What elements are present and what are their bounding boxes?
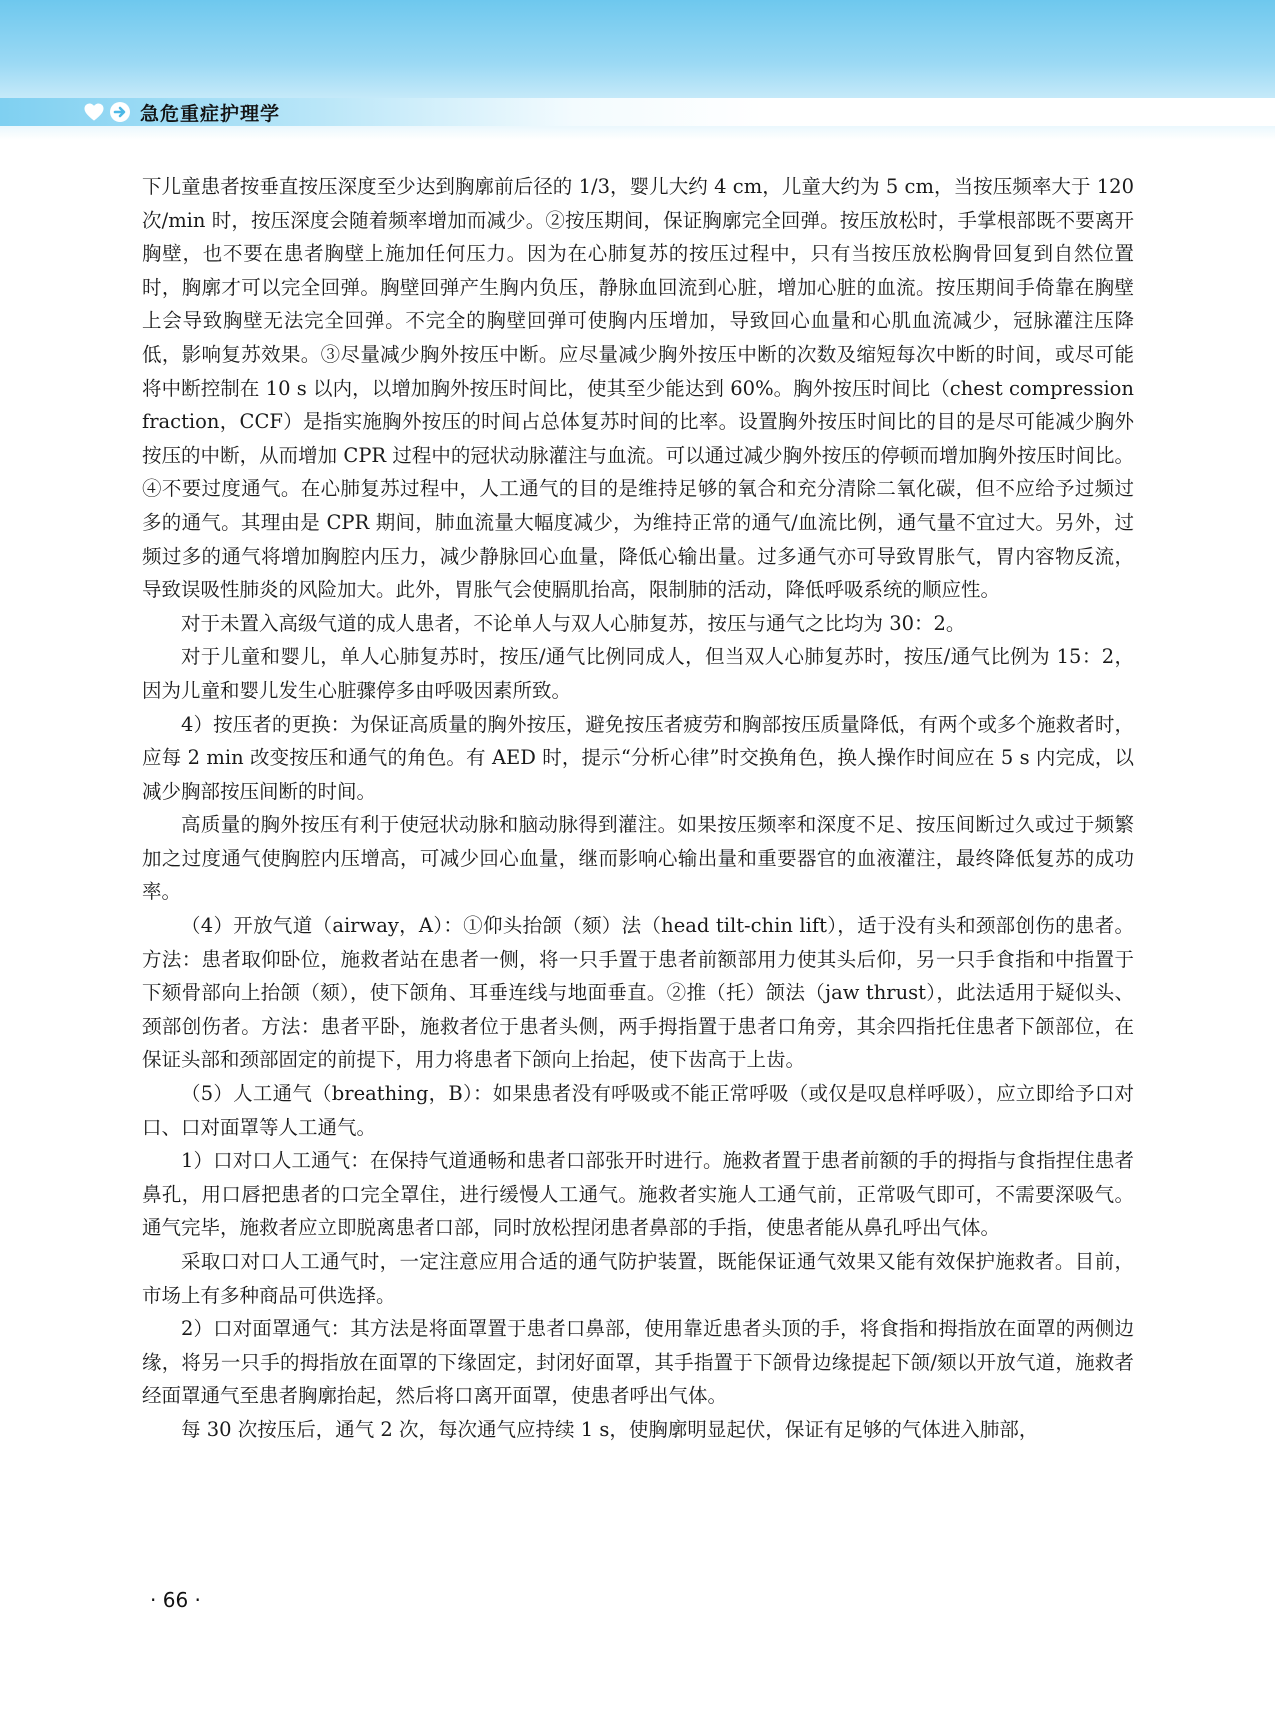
paragraph: 1）口对口人工通气：在保持气道通畅和患者口部张开时进行。施救者置于患者前额的手的拇指与食指捏住患者鼻孔，用口唇把患者的口完全罩住，进行缓慢人工通气。施救者实施人工通气前，正常吸气即可，不需要深吸气。通气完毕，施救者应立即脱离患者口部，同时放松捏闭患者鼻部的手指，使患者能从鼻孔呼出气体。 xyxy=(142,1149,1134,1240)
paragraph: 4）按压者的更换：为保证高质量的胸外按压，避免按压者疲劳和胸部按压质量降低，有两个或多个施救者时，应每 2 min 改变按压和通气的角色。有 AED 时，提示“分析心律”时交换角色，换人操作时间应在 5 s 内完成，以减少胸部按压间断的时间。 xyxy=(142,712,1134,803)
paragraph: 对于儿童和婴儿，单人心肺复苏时，按压/通气比例同成人，但当双人心肺复苏时，按压/通气比例为 15：2，因为儿童和婴儿发生心脏骤停多由呼吸因素所致。 xyxy=(142,645,1134,702)
heart-icon xyxy=(83,101,105,123)
paragraph: （4）开放气道（airway，A）：①仰头抬颌（颏）法（head tilt-chin lift），适于没有头和颈部创伤的患者。方法：患者取仰卧位，施救者站在患者一侧，将一只手置于患者前额部用力使其头后仰，另一只手食指和中指置于下颏骨部向上抬颌（颏），使下颌角、耳垂连线与地面垂直。②推（托）颌法（jaw thrust），此法适用于疑似头、颈部创伤者。方法：患者平卧，施救者位于患者头侧，两手拇指置于患者口角旁，其余四指托住患者下颌部位，在保证头部和颈部固定的前提下，用力将患者下颌向上抬起，使下齿高于上齿。 xyxy=(142,914,1134,1072)
paragraph: （5）人工通气（breathing，B）：如果患者没有呼吸或不能正常呼吸（或仅是叹息样呼吸），应立即给予口对口、口对面罩等人工通气。 xyxy=(142,1082,1134,1139)
book-title: 急危重症护理学 xyxy=(140,103,281,125)
header-icons xyxy=(83,101,131,123)
paragraph: 采取口对口人工通气时，一定注意应用合适的通气防护装置，既能保证通气效果又能有效保护施救者。目前，市场上有多种商品可供选择。 xyxy=(142,1250,1134,1307)
paragraph: 对于未置入高级气道的成人患者，不论单人与双人心肺复苏，按压与通气之比均为 30：2。 xyxy=(181,611,966,635)
paragraph: 高质量的胸外按压有利于使冠状动脉和脑动脉得到灌注。如果按压频率和深度不足、按压间断过久或过于频繁加之过度通气使胸腔内压增高，可减少回心血量，继而影响心输出量和重要器官的血液灌注，最终降低复苏的成功率。 xyxy=(142,813,1134,904)
paragraph: 下儿童患者按垂直按压深度至少达到胸廓前后径的 1/3，婴儿大约 4 cm，儿童大约为 5 cm，当按压频率大于 120 次/min 时，按压深度会随着频率增加而减少。②按压期间，保证胸廓完全回弹。按压放松时，手掌根部既不要离开胸壁，也不要在患者胸壁上施加任何压力。因为在心肺复苏的按压过程中，只有当按压放松胸骨回复到自然位置时，胸廓才可以完全回弹。胸壁回弹产生胸内负压，静脉血回流到心脏，增加心脏的血流。按压期间手倚靠在胸壁上会导致胸壁无法完全回弹。不完全的胸壁回弹可使胸内压增加，导致回心血量和心肌血流减少，冠脉灌注压降低，影响复苏效果。③尽量减少胸外按压中断。应尽量减少胸外按压中断的次数及缩短每次中断的时间，或尽可能将中断控制在 10 s 以内，以增加胸外按压时间比，使其至少能达到 60%。胸外按压时间比（chest compression fraction，CCF）是指实施胸外按压的时间占总体复苏时间的比率。设置胸外按压时间比的目的是尽可能减少胸外按压的中断，从而增加 CPR 过程中的冠状动脉灌注与血流。可以通过减少胸外按压的停顿而增加胸外按压时间比。④不要过度通气。在心肺复苏过程中，人工通气的目的是维持足够的氧合和充分清除二氧化碳，但不应给予过频过多的通气。其理由是 CPR 期间，肺血流量大幅度减少，为维持正常的通气/血流比例，通气量不宜过大。另外，过频过多的通气将增加胸腔内压力，减少静脉回心血量，降低心输出量。过多通气亦可导致胃胀气，胃内容物反流，导致误吸性肺炎的风险加大。此外，胃胀气会使膈肌抬高，限制肺的活动，降低呼吸系统的顺应性。 xyxy=(142,175,1134,602)
arrow-right-icon xyxy=(109,101,131,123)
paragraph: 每 30 次按压后，通气 2 次，每次通气应持续 1 s，使胸廓明显起伏，保证有足够的气体进入肺部， xyxy=(181,1417,1039,1441)
main-text xyxy=(142,170,1134,1447)
paragraph: 2）口对面罩通气：其方法是将面罩置于患者口鼻部，使用靠近患者头顶的手，将食指和拇指放在面罩的两侧边缘，将另一只手的拇指放在面罩的下缘固定，封闭好面罩，其手指置于下颌骨边缘提起下颌/颏以开放气道，施救者经面罩通气至患者胸廓抬起，然后将口离开面罩，使患者呼出气体。 xyxy=(142,1317,1134,1408)
page-number: · 66 · xyxy=(150,1588,201,1612)
